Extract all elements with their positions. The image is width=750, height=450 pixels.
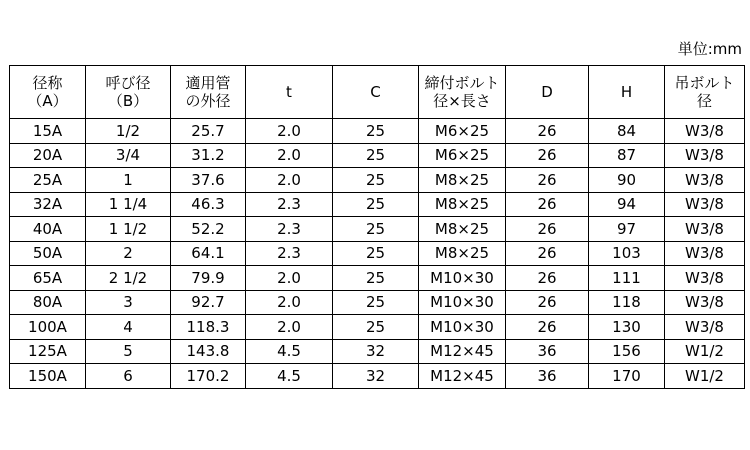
table-cell: 26 [506, 266, 589, 291]
header-cell-hanger-bolt [665, 66, 745, 119]
table-cell: 65A [10, 266, 86, 291]
table-cell: M12×45 [419, 364, 506, 389]
table-cell: M10×30 [419, 315, 506, 340]
table-cell: 2.0 [246, 168, 333, 193]
table-cell: 143.8 [171, 339, 246, 364]
table-cell: M10×30 [419, 266, 506, 291]
table-cell: 150A [10, 364, 86, 389]
table-cell: 100A [10, 315, 86, 340]
table-cell: W3/8 [665, 290, 745, 315]
table-cell: W3/8 [665, 217, 745, 242]
header-line: の外径 [185, 92, 231, 110]
table-cell: 79.9 [171, 266, 246, 291]
table-cell: 25A [10, 168, 86, 193]
table-cell: 87 [589, 143, 665, 168]
table-cell: 25 [333, 143, 419, 168]
table-cell: W3/8 [665, 119, 745, 144]
table-cell: 50A [10, 241, 86, 266]
table-cell: 6 [86, 364, 171, 389]
table-cell: M6×25 [419, 119, 506, 144]
table-cell: 170.2 [171, 364, 246, 389]
table-cell: M8×25 [419, 192, 506, 217]
table-row [10, 168, 745, 193]
table-cell: 25 [333, 266, 419, 291]
table-cell: W3/8 [665, 168, 745, 193]
table-body [10, 119, 745, 389]
table-cell: 2.0 [246, 266, 333, 291]
table-cell: 26 [506, 290, 589, 315]
table-cell: W3/8 [665, 192, 745, 217]
header-line: 適用管 [185, 74, 231, 92]
header-cell-bolt [419, 66, 506, 119]
table-row [10, 339, 745, 364]
table-row [10, 241, 745, 266]
table-cell: 2.0 [246, 119, 333, 144]
header-line: 径称 [32, 74, 63, 92]
header-line: （A） [27, 92, 68, 110]
header-line: （B） [107, 92, 149, 110]
table-cell: 64.1 [171, 241, 246, 266]
table-cell: 25 [333, 192, 419, 217]
header-cell-h [589, 66, 665, 119]
table-cell: 118.3 [171, 315, 246, 340]
table-cell: 103 [589, 241, 665, 266]
table-cell: W3/8 [665, 143, 745, 168]
table-cell: 5 [86, 339, 171, 364]
table-cell: 31.2 [171, 143, 246, 168]
table-cell: 80A [10, 290, 86, 315]
header-cell-nominal-b [86, 66, 171, 119]
header-line: 呼び径 [105, 74, 151, 92]
table-cell: 15A [10, 119, 86, 144]
table-cell: 40A [10, 217, 86, 242]
table-cell: 2.0 [246, 290, 333, 315]
header-cell-d [506, 66, 589, 119]
header-cell-pipe-od [171, 66, 246, 119]
table-cell: 26 [506, 168, 589, 193]
table-cell: W3/8 [665, 315, 745, 340]
header-cell-size-a [10, 66, 86, 119]
table-cell: 2 [86, 241, 171, 266]
table-cell: 26 [506, 119, 589, 144]
table-cell: 156 [589, 339, 665, 364]
header-line: D [541, 83, 553, 101]
table-cell: 20A [10, 143, 86, 168]
table-cell: 25 [333, 119, 419, 144]
table-cell: M8×25 [419, 217, 506, 242]
table-cell: M10×30 [419, 290, 506, 315]
header-line: 締付ボルト [424, 74, 500, 92]
header-line: 吊ボルト [674, 74, 735, 92]
table-cell: 170 [589, 364, 665, 389]
table-cell: 84 [589, 119, 665, 144]
table-row [10, 192, 745, 217]
header-row [10, 66, 745, 119]
table-cell: 2.3 [246, 192, 333, 217]
table-cell: 2.0 [246, 143, 333, 168]
header-line: t [286, 83, 292, 101]
table-cell: 1 1/4 [86, 192, 171, 217]
table-cell: 90 [589, 168, 665, 193]
table-cell: 2.0 [246, 315, 333, 340]
table-cell: 26 [506, 217, 589, 242]
table-cell: 25 [333, 168, 419, 193]
table-cell: 25 [333, 217, 419, 242]
table-row [10, 315, 745, 340]
table-row [10, 266, 745, 291]
table-cell: 125A [10, 339, 86, 364]
header-line: H [620, 83, 633, 101]
table-cell: 2.3 [246, 241, 333, 266]
table-cell: 1/2 [86, 119, 171, 144]
table-cell: 36 [506, 364, 589, 389]
table-cell: 25 [333, 315, 419, 340]
table-cell: W1/2 [665, 339, 745, 364]
table-header [10, 66, 745, 119]
header-line: 径 [696, 92, 712, 110]
table-cell: 25 [333, 241, 419, 266]
table-cell: 1 1/2 [86, 217, 171, 242]
table-cell: 25 [333, 290, 419, 315]
table-cell: 92.7 [171, 290, 246, 315]
table-row [10, 119, 745, 144]
table-cell: 2 1/2 [86, 266, 171, 291]
table-cell: 111 [589, 266, 665, 291]
table-cell: 94 [589, 192, 665, 217]
header-line: C [370, 83, 381, 101]
header-cell-c [333, 66, 419, 119]
table-cell: 36 [506, 339, 589, 364]
table-cell: 32 [333, 339, 419, 364]
table-cell: 52.2 [171, 217, 246, 242]
table-row [10, 364, 745, 389]
table-cell: 97 [589, 217, 665, 242]
table-cell: M8×25 [419, 168, 506, 193]
header-line: 径×長さ [433, 92, 491, 110]
table-cell: M8×25 [419, 241, 506, 266]
table-cell: 25.7 [171, 119, 246, 144]
table-cell: M6×25 [419, 143, 506, 168]
table-cell: W3/8 [665, 241, 745, 266]
table-cell: 3/4 [86, 143, 171, 168]
table-cell: W3/8 [665, 266, 745, 291]
table-cell: 37.6 [171, 168, 246, 193]
table-cell: 4.5 [246, 364, 333, 389]
table-cell: 2.3 [246, 217, 333, 242]
table-cell: 46.3 [171, 192, 246, 217]
unit-label: 単位:mm [677, 40, 742, 58]
table-cell: 118 [589, 290, 665, 315]
table-row [10, 217, 745, 242]
table-cell: 130 [589, 315, 665, 340]
table-row [10, 143, 745, 168]
table-cell: 4.5 [246, 339, 333, 364]
table-cell: 4 [86, 315, 171, 340]
table-cell: 26 [506, 315, 589, 340]
table-cell: 26 [506, 241, 589, 266]
table-cell: 32 [333, 364, 419, 389]
table-cell: 3 [86, 290, 171, 315]
table-cell: W1/2 [665, 364, 745, 389]
table-row [10, 290, 745, 315]
table-cell: 32A [10, 192, 86, 217]
header-cell-t [246, 66, 333, 119]
spec-table [9, 65, 745, 389]
table-cell: 26 [506, 192, 589, 217]
table-cell: 1 [86, 168, 171, 193]
table-cell: M12×45 [419, 339, 506, 364]
table-cell: 26 [506, 143, 589, 168]
